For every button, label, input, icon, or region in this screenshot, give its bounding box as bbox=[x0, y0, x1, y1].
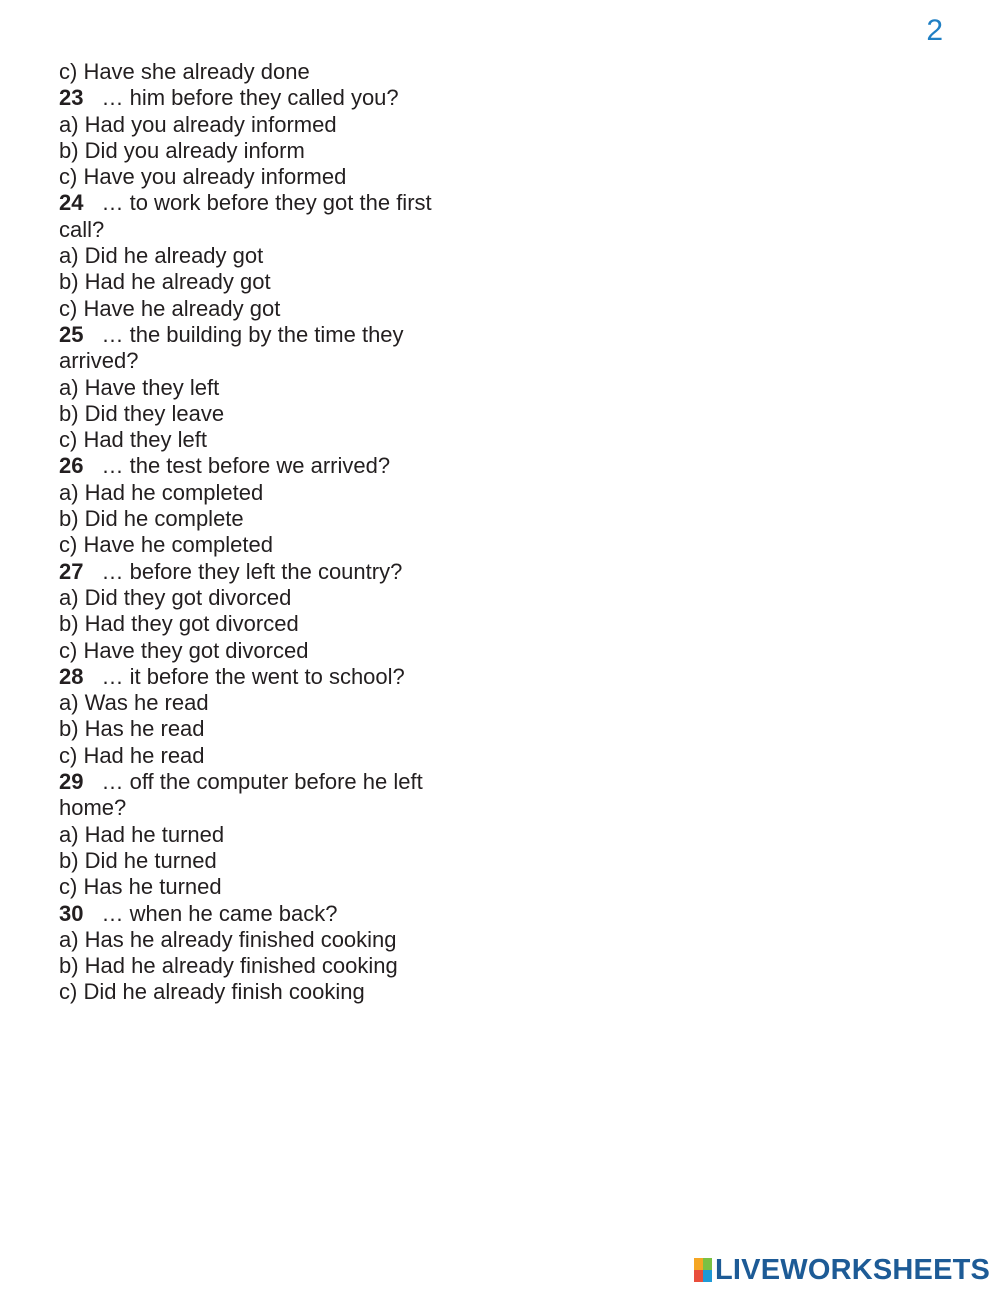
answer-option: c) Have he already got bbox=[59, 295, 281, 321]
question-stem-line bbox=[59, 664, 479, 690]
question-number: 28 bbox=[59, 663, 84, 689]
answer-option: a) Has he already finished cooking bbox=[59, 926, 397, 952]
brand-name: LIVEWORKSHEETS bbox=[715, 1253, 991, 1286]
answer-option: b) Did he complete bbox=[59, 506, 244, 532]
question-stem-text: … to work before they got the first bbox=[101, 190, 432, 216]
answer-option: b) Had they got divorced bbox=[59, 611, 299, 637]
question-list bbox=[59, 59, 479, 1006]
question-number: 23 bbox=[59, 85, 84, 111]
question-number: 24 bbox=[59, 190, 84, 216]
question-stem-text: … before they left the country? bbox=[101, 558, 403, 584]
question-stem-text: … him before they called you? bbox=[101, 85, 399, 111]
question-stem-text: … the building by the time they bbox=[101, 321, 404, 347]
question-stem-text: … off the computer before he left bbox=[101, 769, 423, 795]
answer-option: c) Had he read bbox=[59, 742, 205, 768]
answer-option: b) Has he read bbox=[59, 716, 205, 742]
question-stem-line bbox=[59, 190, 479, 216]
question-stem-line bbox=[59, 559, 479, 585]
question-stem-text: arrived? bbox=[59, 348, 139, 374]
question-stem-text: … when he came back? bbox=[101, 900, 338, 926]
answer-option: c) Have he completed bbox=[59, 532, 273, 558]
question-number: 29 bbox=[59, 769, 84, 795]
question-stem-text: … it before the went to school? bbox=[101, 663, 405, 689]
question-stem-line bbox=[59, 795, 479, 821]
answer-option: a) Had he turned bbox=[59, 821, 225, 847]
brand-footer bbox=[694, 1254, 990, 1286]
question-number: 27 bbox=[59, 558, 84, 584]
question-stem-line bbox=[59, 85, 479, 111]
carry-over-option: c) Have she already done bbox=[59, 59, 310, 84]
liveworksheets-logo-icon bbox=[694, 1258, 712, 1282]
answer-option: a) Had you already informed bbox=[59, 111, 337, 137]
question-stem-text: call? bbox=[59, 216, 105, 242]
answer-option: c) Did he already finish cooking bbox=[59, 979, 365, 1005]
answer-option: a) Have they left bbox=[59, 374, 220, 400]
answer-option: b) Had he already finished cooking bbox=[59, 953, 398, 979]
question-stem-line bbox=[59, 217, 479, 243]
answer-option: a) Had he completed bbox=[59, 479, 264, 505]
question-stem-text: … the test before we arrived? bbox=[101, 453, 391, 479]
answer-option: a) Was he read bbox=[59, 690, 209, 716]
answer-option: b) Did he turned bbox=[59, 847, 217, 873]
answer-option: b) Did you already inform bbox=[59, 137, 305, 163]
question-number: 30 bbox=[59, 900, 84, 926]
answer-option: b) Did they leave bbox=[59, 400, 225, 426]
question-stem-line bbox=[59, 453, 479, 479]
answer-option: c) Have you already informed bbox=[59, 164, 347, 190]
question-number: 26 bbox=[59, 453, 84, 479]
page-number: 2 bbox=[926, 14, 943, 47]
question-stem-line bbox=[59, 769, 479, 795]
answer-option: a) Did they got divorced bbox=[59, 584, 292, 610]
answer-option: c) Had they left bbox=[59, 427, 207, 453]
question-stem-text: home? bbox=[59, 795, 127, 821]
question-number: 25 bbox=[59, 321, 84, 347]
answer-option: a) Did he already got bbox=[59, 243, 264, 269]
answer-option: c) Has he turned bbox=[59, 874, 222, 900]
answer-option: b) Had he already got bbox=[59, 269, 271, 295]
question-stem-line bbox=[59, 322, 479, 348]
question-stem-line bbox=[59, 348, 479, 374]
answer-option: c) Have they got divorced bbox=[59, 637, 309, 663]
question-stem-line bbox=[59, 901, 479, 927]
